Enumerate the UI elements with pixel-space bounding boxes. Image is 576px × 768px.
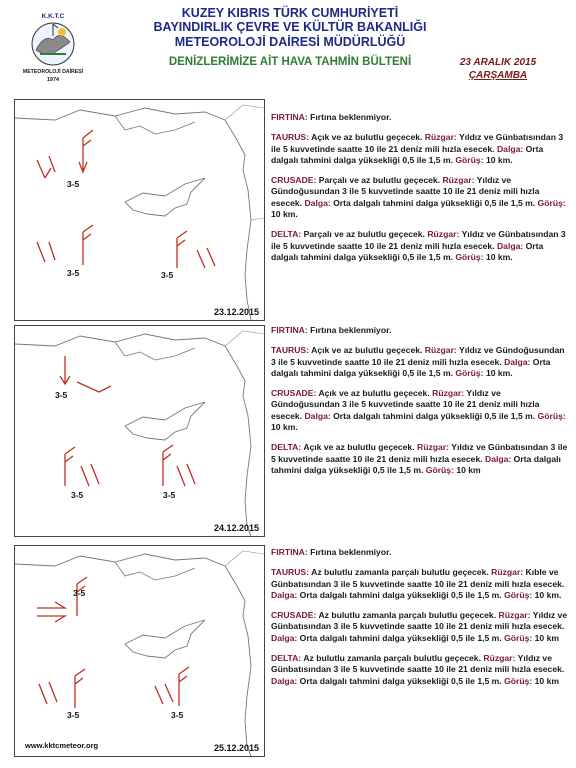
crusade-forecast: CRUSADE: Az bulutlu zamanla parçalı bulutlu geçecek. Rüzgar: Yıldız ve Günbatısından 3 ile 5 kuvvetinde saatte 10 ile 21 deniz mili hızla esecek. Dalga: Orta dalgalı tahmini dalga yüksekliği 0,5 ile 1,5 m. Görüş: 10 km [271, 610, 568, 643]
storm-forecast: FIRTINA: Fırtına beklenmiyor. [271, 325, 392, 335]
meteorology-logo [22, 10, 84, 86]
bulletin-title: DENİZLERİMİZE AİT HAVA TAHMİN BÜLTENİ [168, 56, 412, 68]
map-date: 24.12.2015 [213, 523, 259, 533]
wave-label: 3-5 [55, 390, 68, 400]
delta-forecast: DELTA: Az bulutlu zamanla parçalı bulutlu geçecek. Rüzgar: Yıldız ve Günbatısından 3 ile 5 kuvvetinde saatte 10 ile 21 deniz mili hızla esecek. Dalga: Orta dalgalı tahmini dalga yüksekliği 0,5 ile 1,5 m. Görüş: 10 km [271, 653, 565, 686]
wave-label: 3-5 [67, 710, 80, 720]
logo-bottom-text: METEOROLOJİ DAİRESİ [22, 69, 84, 75]
country-name: KUZEY KIBRIS TÜRK CUMHURİYETİ [181, 6, 399, 20]
forecast-text-day3 [271, 547, 569, 696]
issue-date-text: 23 ARALIK 2015 [459, 57, 537, 68]
wind-arrow [60, 356, 195, 486]
crusade-forecast: CRUSADE: Açık ve az bulutlu geçecek. Rüzgar: Yıldız ve Gündoğusundan 3 ile 5 kuvvetinde saatte 10 ile 21 deniz mili hızla esecek. Dalga: Orta dalgalı tahmini dalga yüksekliği 0,5 ile 1,5 m. Görüş: 10 km. [271, 388, 566, 433]
map-date: 23.12.2015 [213, 307, 259, 317]
delta-forecast: DELTA: Parçalı ve az bulutlu geçecek. Rüzgar: Yıldız ve Günbatısından 3 ile 5 kuvvetinde saatte 10 ile 21 deniz mili hızla esecek. Dalga: Orta dalgalı tahmini dalga yüksekliği 0,5 ile 1,5 m. Görüş: 10 km. [271, 229, 566, 262]
storm-forecast: FIRTINA: Fırtına beklenmiyor. [271, 547, 392, 557]
ministry-title [120, 6, 460, 50]
storm-forecast: FIRTINA: Fırtına beklenmiyor. [271, 112, 392, 122]
delta-forecast: DELTA: Açık ve az bulutlu geçecek. Rüzgar: Yıldız ve Günbatısından 3 ile 5 kuvvetinde saatte 10 ile 21 deniz mili hızla esecek. Dalga: Orta dalgalı tahmini dalga yüksekliği 0,5 ile 1,5 m. Görüş: 10 km [271, 442, 568, 475]
forecast-text-day1 [271, 112, 569, 272]
wave-label: 3-5 [171, 710, 184, 720]
website-link[interactable]: www.kktcmeteor.org [25, 741, 99, 750]
wave-label: 3-5 [161, 270, 174, 280]
ministry-name: BAYINDIRLIK ÇEVRE VE KÜLTÜR BAKANLIĞI [153, 20, 427, 34]
bulletin-header [0, 0, 576, 92]
logo-top-text: K.K.T.C [41, 13, 65, 20]
forecast-map-day1 [14, 99, 265, 321]
forecast-map-day3 [14, 545, 265, 757]
wave-label: 3-5 [163, 490, 176, 500]
wave-label: 3-5 [67, 179, 80, 189]
wave-label: 3-5 [73, 588, 86, 598]
forecast-text-day2 [271, 325, 569, 485]
taurus-forecast: TAURUS: Açık ve az bulutlu geçecek. Rüzgar: Yıldız ve Gündoğusundan 3 ile 5 kuvvetinde saatte 10 ile 21 deniz mili hızla esecek. Dalga: Orta dalgalı tahmini dalga yüksekliği 0,5 ile 1,5 m. Görüş: 10 km. [271, 345, 565, 378]
map-date: 25.12.2015 [213, 743, 259, 753]
logo-year: 1974 [46, 77, 60, 83]
taurus-forecast: TAURUS: Açık ve az bulutlu geçecek. Rüzgar: Yıldız ve Günbatısından 3 ile 5 kuvvetinde saatte 10 ile 21 deniz mili hızla esecek. Dalga: Orta dalgalı tahmini dalga yüksekliği 0,5 ile 1,5 m. Görüş: 10 km. [271, 132, 564, 165]
issue-date [438, 56, 558, 82]
forecast-map-day2 [14, 325, 265, 537]
crusade-forecast: CRUSADE: Parçalı ve az bulutlu geçecek. Rüzgar: Yıldız ve Gündoğusundan 3 ile 5 kuvvetinde saatte 10 ile 21 deniz mili hızla esecek. Dalga: Orta dalgalı tahmini dalga yüksekliği 0,5 ile 1,5 m. Görüş: 10 km. [271, 175, 566, 220]
directorate-name: METEOROLOJİ DAİRESİ MÜDÜRLÜĞÜ [174, 35, 406, 49]
wave-label: 3-5 [71, 490, 84, 500]
issue-weekday: ÇARŞAMBA [468, 70, 528, 81]
wind-arrow [37, 577, 189, 708]
wave-label: 3-5 [67, 268, 80, 278]
taurus-forecast: TAURUS: Az bulutlu zamanla parçalı bulutlu geçecek. Rüzgar: Kıble ve Günbatısından 3 ile 5 kuvvetinde saatte 10 ile 21 deniz mili hızla esecek. Dalga: Orta dalgalı tahmini dalga yüksekliği 0,5 ile 1,5 m. Görüş: 10 km. [271, 567, 565, 600]
